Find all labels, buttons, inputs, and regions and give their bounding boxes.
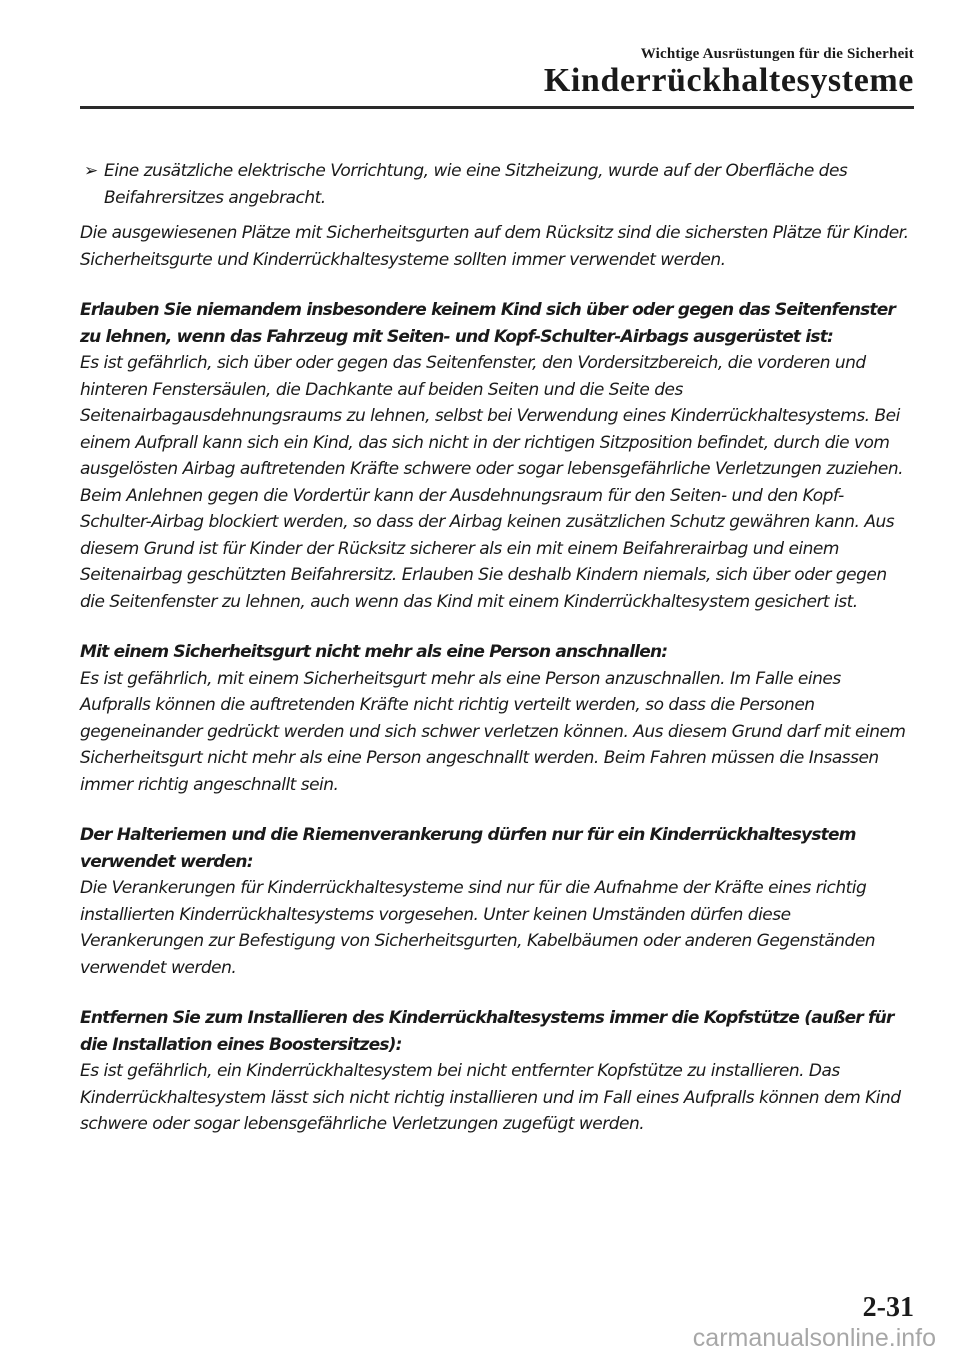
warning-body: Die Verankerungen für Kinderrückhaltesysteme sind nur für die Aufnahme der Kräfte eines richtig installierten Kinderrückhaltesystems vorgesehen. Unter keinen Umständen dürfen diese Verankerungen zur Befestigung von Sicherheitsgurten, Kabelbäumen oder anderen Gegenständen verwendet werden. (80, 878, 876, 978)
warning-body: Es ist gefährlich, ein Kinderrückhaltesystem bei nicht entfernter Kopfstütze zu installieren. Das Kinderrückhaltesystem lässt sich nicht richtig installieren und im Fall eines Aufpralls können dem Kind schwere oder sogar lebensgefährliche Verletzungen zugefügt werden. (80, 1061, 901, 1134)
page-content (80, 158, 914, 1138)
warning-block (80, 1005, 914, 1138)
warning-heading: Der Halteriemen und die Riemenverankerung dürfen nur für ein Kinderrückhaltesystem verwendet werden: (80, 825, 856, 872)
warning-block (80, 639, 914, 798)
warning-body: Es ist gefährlich, mit einem Sicherheitsgurt mehr als eine Person anzuschnallen. Im Falle eines Aufpralls können die auftretenden Kräfte nicht richtig verteilt werden, so dass die Personen gegeneinander gedrückt werden und sich schwer verletzen können. Aus diesem Grund darf mit einem Sicherheitsgurt nicht mehr als eine Person angeschnallt werden. Beim Fahren müssen die Insassen immer richtig angeschnallt sein. (80, 668, 906, 795)
watermark: carmanualsonline.info (692, 1324, 936, 1352)
page-number: 2-31 (862, 1292, 914, 1323)
intro-paragraph: Die ausgewiesenen Plätze mit Sicherheitsgurten auf dem Rücksitz sind die sichersten Plätze für Kinder. Sicherheitsgurte und Kinderrückhaltesysteme sollten immer verwendet werden. (80, 223, 909, 270)
page-title: Kinderrückhaltesysteme (543, 62, 914, 99)
warning-heading: Entfernen Sie zum Installieren des Kinderrückhaltesystems immer die Kopfstütze (außer für die Installation eines Boostersitzes): (80, 1008, 894, 1055)
warning-block (80, 822, 914, 981)
header-divider (80, 106, 914, 109)
running-header-section: Wichtige Ausrüstungen für die Sicherheit (640, 46, 914, 62)
warning-heading: Erlauben Sie niemandem insbesondere keinem Kind sich über oder gegen das Seitenfenster zu lehnen, wenn das Fahrzeug mit Seiten- und Kopf-Schulter-Airbags ausgerüstet ist: (80, 300, 896, 347)
warning-body: Es ist gefährlich, sich über oder gegen das Seitenfenster, den Vordersitzbereich, die vorderen und hinteren Fenstersäulen, die Dachkante auf beiden Seiten und die Seite des Seitenairbagausdehnungsraums zu lehnen, selbst bei Verwendung eines Kinderrückhaltesystems. Bei einem Aufprall kann sich ein Kind, das sich nicht in der richtigen Sitzposition befindet, durch die vom ausgelösten Airbag auftretenden Kräfte schwere oder sogar lebensgefährliche Verletzungen zuziehen. Beim Anlehnen gegen die Vordertür kann der Ausdehnungsraum für den Seiten- und den Kopf-Schulter-Airbag blockiert werden, so dass der Airbag keinen zusätzlichen Schutz gewähren kann. Aus diesem Grund ist für Kinder der Rücksitz sicherer als ein mit einem Beifahrerairbag und einem Seitenairbag geschützten Beifahrersitz. Erlauben Sie deshalb Kindern niemals, sich über oder gegen die Seitenfenster zu lehnen, auch wenn das Kind mit einem Kinderrückhaltesystem gesichert ist. (80, 353, 904, 612)
bullet-text: Eine zusätzliche elektrische Vorrichtung, wie eine Sitzheizung, wurde auf der Oberfläche des Beifahrersitzes angebracht. (104, 161, 848, 208)
warning-block (80, 297, 914, 615)
bullet-item (80, 158, 914, 211)
arrow-bullet-icon: ➢ (84, 161, 98, 181)
warning-heading: Mit einem Sicherheitsgurt nicht mehr als eine Person anschnallen: (80, 642, 668, 662)
